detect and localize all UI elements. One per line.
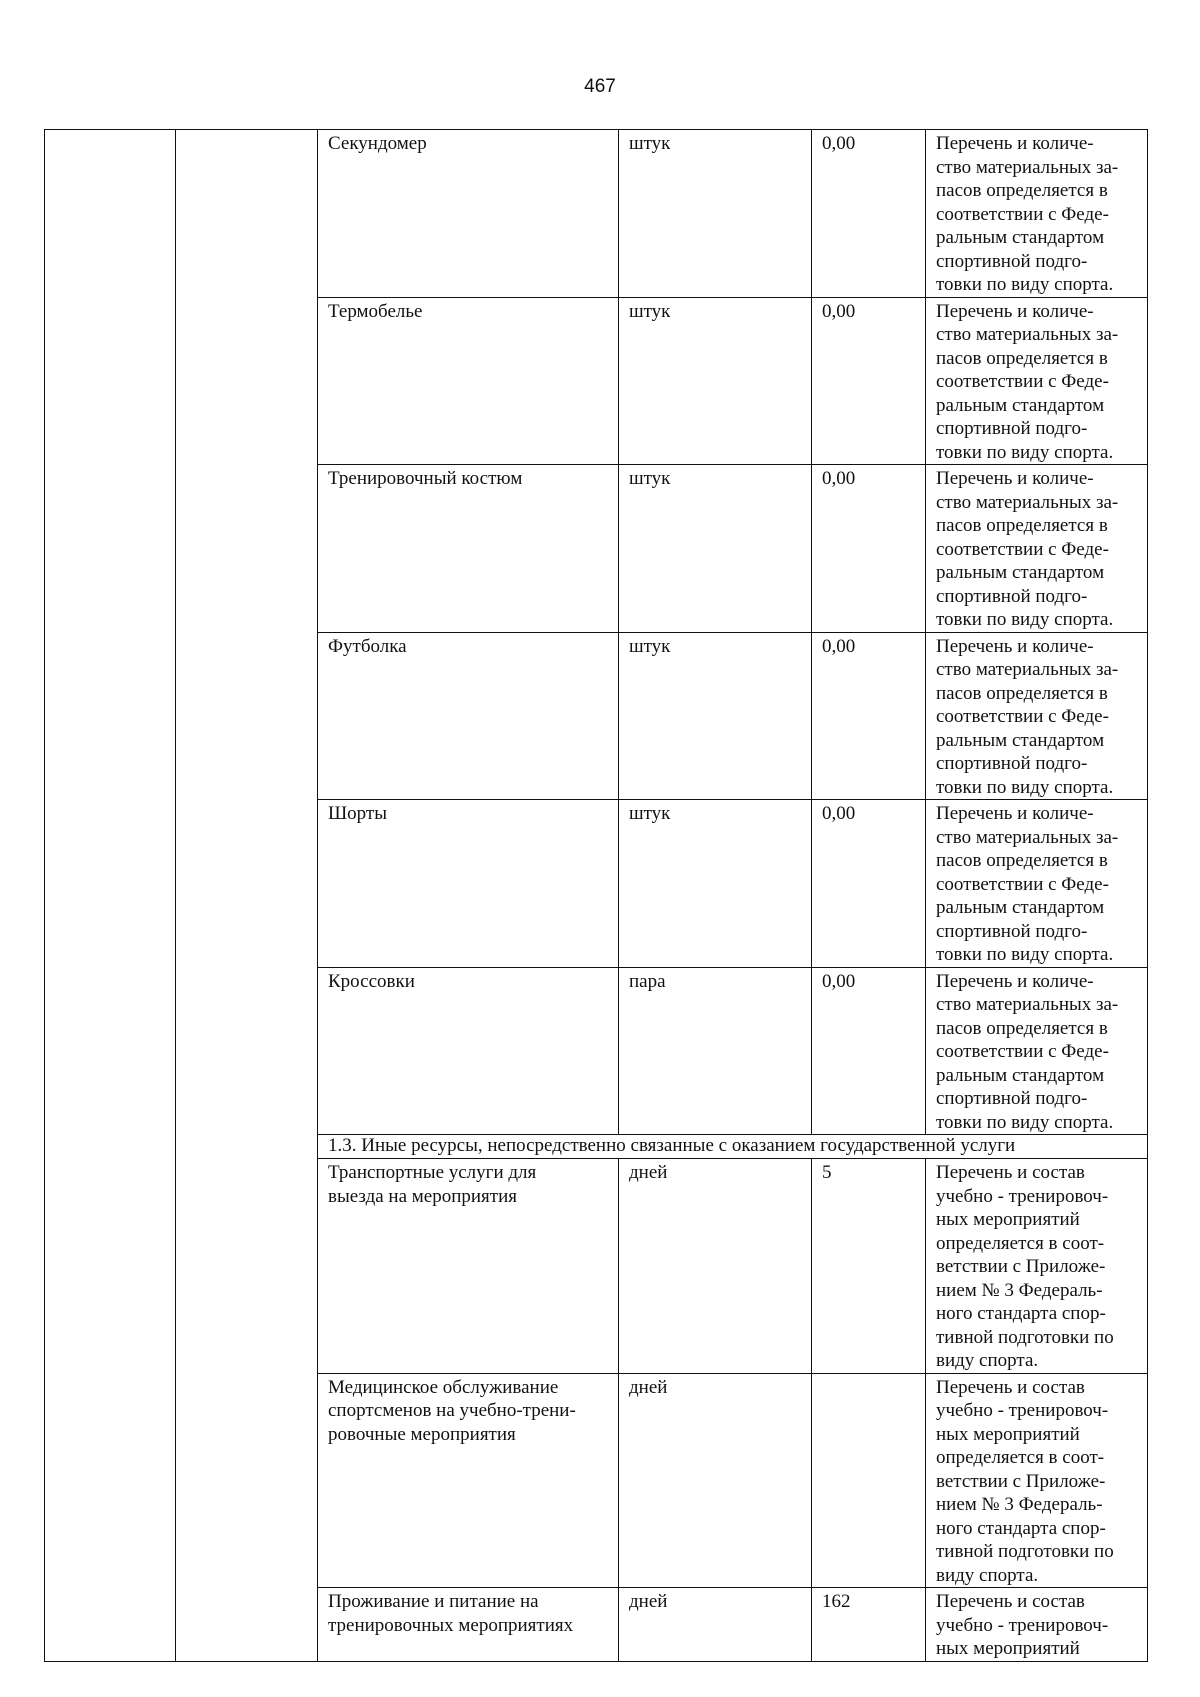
unit-cell: пара — [619, 967, 812, 1135]
value-cell: 0,00 — [812, 632, 926, 800]
table-row — [45, 130, 1148, 298]
note-cell: Перечень и количе- ство материальных за- пасов определяется в соответствии с Феде- ральным стандартом спортивной подго- товки по виду спорта. — [926, 800, 1148, 968]
resource-name: Кроссовки — [318, 967, 619, 1135]
note-cell: Перечень и состав учебно - тренировоч- ных мероприятий определяется в соот- ветствии с Приложе- нием № 3 Федераль- ного стандарта спор- тивной подготовки по виду спорта. — [926, 1373, 1148, 1588]
unit-cell: штук — [619, 800, 812, 968]
merged-empty-cell-2 — [176, 130, 318, 1662]
resource-name: Тренировочный костюм — [318, 465, 619, 633]
page-number: 467 — [584, 76, 616, 97]
value-cell: 0,00 — [812, 967, 926, 1135]
unit-cell: штук — [619, 465, 812, 633]
value-cell — [812, 1373, 926, 1588]
note-cell: Перечень и состав учебно - тренировоч- ных мероприятий определяется в соот- ветствии с Приложе- нием № 3 Федераль- ного стандарта спор- тивной подготовки по виду спорта. — [926, 1159, 1148, 1374]
merged-empty-cell-1 — [45, 130, 176, 1662]
note-cell: Перечень и состав учебно - тренировоч- ных мероприятий — [926, 1588, 1148, 1662]
section-heading: 1.3. Иные ресурсы, непосредственно связанные с оказанием государственной услуги — [318, 1135, 1148, 1159]
unit-cell: дней — [619, 1588, 812, 1662]
note-cell: Перечень и количе- ство материальных за- пасов определяется в соответствии с Феде- ральным стандартом спортивной подго- товки по виду спорта. — [926, 297, 1148, 465]
note-cell: Перечень и количе- ство материальных за- пасов определяется в соответствии с Феде- ральным стандартом спортивной подго- товки по виду спорта. — [926, 967, 1148, 1135]
value-cell: 0,00 — [812, 130, 926, 298]
note-cell: Перечень и количе- ство материальных за- пасов определяется в соответствии с Феде- ральным стандартом спортивной подго- товки по виду спорта. — [926, 632, 1148, 800]
resource-name: Термобелье — [318, 297, 619, 465]
value-cell: 0,00 — [812, 297, 926, 465]
value-cell: 0,00 — [812, 465, 926, 633]
unit-cell: штук — [619, 632, 812, 800]
value-cell: 5 — [812, 1159, 926, 1374]
resources-table — [44, 129, 1148, 1662]
resource-name: Секундомер — [318, 130, 619, 298]
resource-name: Шорты — [318, 800, 619, 968]
unit-cell: дней — [619, 1373, 812, 1588]
unit-cell: штук — [619, 130, 812, 298]
resource-name: Футболка — [318, 632, 619, 800]
resource-name: Проживание и питание на тренировочных мероприятиях — [318, 1588, 619, 1662]
resource-name: Медицинское обслуживание спортсменов на учебно-трени- ровочные мероприятия — [318, 1373, 619, 1588]
value-cell: 162 — [812, 1588, 926, 1662]
value-cell: 0,00 — [812, 800, 926, 968]
resource-name: Транспортные услуги для выезда на мероприятия — [318, 1159, 619, 1374]
unit-cell: дней — [619, 1159, 812, 1374]
note-cell: Перечень и количе- ство материальных за- пасов определяется в соответствии с Феде- ральным стандартом спортивной подго- товки по виду спорта. — [926, 130, 1148, 298]
note-cell: Перечень и количе- ство материальных за- пасов определяется в соответствии с Феде- ральным стандартом спортивной подго- товки по виду спорта. — [926, 465, 1148, 633]
unit-cell: штук — [619, 297, 812, 465]
